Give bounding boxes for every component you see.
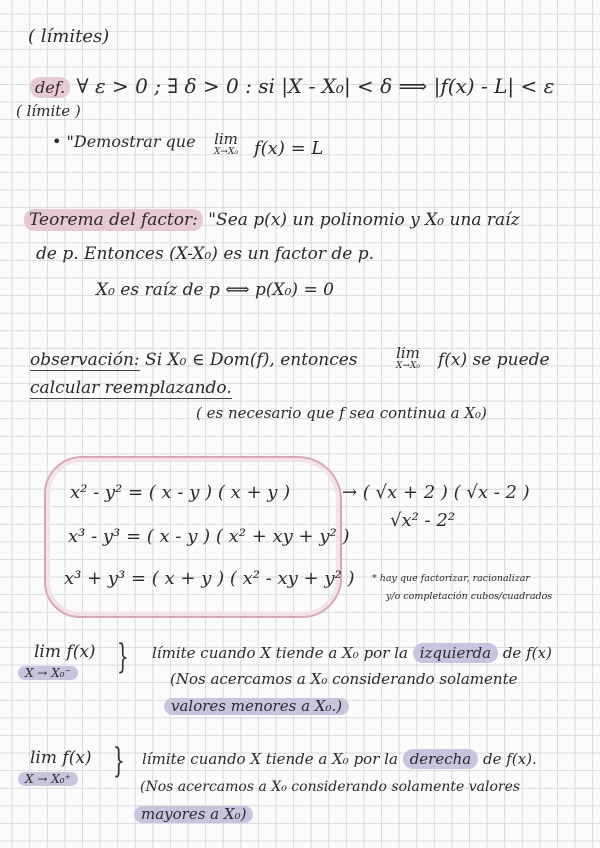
teorema-label: Teorema del factor: (24, 209, 203, 231)
observacion-text1a: Si X₀ ∈ Dom(f), entonces (145, 350, 358, 370)
def-bullet: • "Demostrar que (52, 132, 196, 151)
lim-izq-brace: } (116, 637, 129, 677)
lim-der-highlight: derecha (403, 749, 479, 769)
identity-eq2: x³ - y³ = ( x - y ) ( x² + xy + y² ) (68, 526, 350, 547)
lim-der-line1: límite cuando X tiende a X₀ por la derecha de f(x). (142, 750, 537, 768)
observacion-line1 (30, 352, 358, 369)
teorema-line1 (24, 212, 520, 229)
teorema-line3: X₀ es raíz de p ⟺ p(X₀) = 0 (96, 280, 334, 300)
identity-eq3: x³ + y³ = ( x + y ) ( x² - xy + y² ) (64, 568, 355, 589)
lim-izq-line2: (Nos acercamos a X₀ considerando solamente (170, 670, 518, 688)
lim-izq-highlight: izquierda (413, 643, 498, 663)
lim-izq-line1: límite cuando X tiende a X₀ por la izquierda de f(x) (152, 644, 552, 662)
teorema-line2: de p. Entonces (X-X₀) es un factor de p. (36, 244, 375, 264)
def-limit-expr: f(x) = L (254, 138, 324, 159)
identity-side1: → ( √x + 2 ) ( √x - 2 ) (342, 482, 530, 503)
lim-der-line2: (Nos acercamos a X₀ considerando solamente valores (140, 779, 521, 795)
lim-der-line3: mayores a X₀) (134, 806, 253, 823)
def-label: def. (30, 77, 70, 98)
lim-der-sub: X → X₀⁺ (18, 772, 78, 786)
observacion-limit: lim X→X₀ (396, 344, 420, 371)
def-line (30, 76, 554, 96)
observacion-label: observación: (30, 350, 140, 370)
identity-side2: √x² - 2² (390, 510, 456, 531)
observacion-text1b: f(x) se puede (438, 350, 550, 370)
lim-der-brace: } (112, 741, 125, 781)
observacion-line2: calcular reemplazando. (30, 378, 232, 398)
def-sublabel: ( límite ) (16, 102, 81, 120)
identity-eq1: x² - y² = ( x - y ) ( x + y ) (70, 482, 291, 503)
teorema-text1: "Sea p(x) un polinomio y X₀ una raíz (208, 210, 520, 230)
lim-izq-line3: valores menores a X₀.) (164, 698, 349, 715)
lim-izq-sub: X → X₀⁻ (18, 666, 78, 680)
lim-der-expr: lim f(x) (30, 748, 92, 768)
observacion-line3: ( es necesario que f sea continua a X₀) (196, 404, 487, 422)
lim-izq-expr: lim f(x) (34, 642, 96, 662)
page-title: ( límites) (28, 26, 110, 47)
identity-note2: y/o completación cubos/cuadrados (386, 591, 553, 602)
def-formula: ∀ ε > 0 ; ∃ δ > 0 : si |X - X₀| < δ ⟹ |f(x) - L| < ε (76, 74, 555, 98)
identity-note1: * hay que factorizar, racionalizar (372, 573, 530, 584)
def-limit: lim X→X₀ (214, 130, 238, 157)
